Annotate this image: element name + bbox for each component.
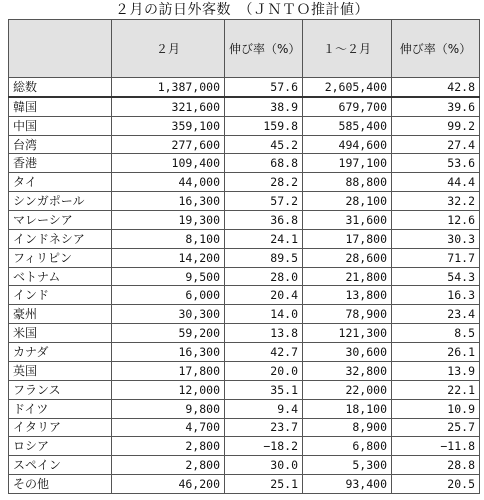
janfeb-growth-cell: 26.1: [392, 343, 480, 362]
feb-growth-cell: 14.0: [225, 305, 303, 324]
country-name-cell: フランス: [9, 380, 112, 399]
janfeb-visitors-cell: 17,800: [303, 229, 392, 248]
table-body: [9, 78, 480, 494]
janfeb-visitors-cell: 5,300: [303, 456, 392, 475]
country-name-cell: インド: [9, 286, 112, 305]
country-name-cell: 豪州: [9, 305, 112, 324]
janfeb-growth-cell: 42.8: [392, 78, 480, 97]
table-row: [9, 305, 480, 324]
table-title: ２月の訪日外客数 （ＪＮＴＯ推計値）: [115, 2, 369, 18]
table-row: [9, 135, 480, 154]
janfeb-growth-cell: 32.2: [392, 192, 480, 211]
country-name-cell: フィリピン: [9, 248, 112, 267]
country-name-cell: 韓国: [9, 97, 112, 116]
table-row: [9, 456, 480, 475]
table-row: [9, 437, 480, 456]
feb-visitors-cell: 2,800: [112, 456, 225, 475]
feb-growth-cell: 13.8: [225, 324, 303, 343]
janfeb-visitors-cell: 18,100: [303, 399, 392, 418]
feb-growth-cell: 57.2: [225, 192, 303, 211]
feb-growth-cell: 28.0: [225, 267, 303, 286]
janfeb-growth-cell: 13.9: [392, 361, 480, 380]
janfeb-visitors-cell: 197,100: [303, 154, 392, 173]
country-name-cell: 香港: [9, 154, 112, 173]
janfeb-growth-cell: 23.4: [392, 305, 480, 324]
feb-visitors-cell: 359,100: [112, 116, 225, 135]
janfeb-visitors-cell: 6,800: [303, 437, 392, 456]
feb-visitors-cell: 8,100: [112, 229, 225, 248]
country-name-cell: 総数: [9, 78, 112, 97]
header-cell-blank: [9, 20, 112, 78]
janfeb-growth-cell: 20.5: [392, 475, 480, 494]
janfeb-growth-cell: 54.3: [392, 267, 480, 286]
janfeb-growth-cell: 12.6: [392, 211, 480, 230]
feb-visitors-cell: 30,300: [112, 305, 225, 324]
janfeb-growth-cell: 16.3: [392, 286, 480, 305]
feb-visitors-cell: 12,000: [112, 380, 225, 399]
janfeb-visitors-cell: 32,800: [303, 361, 392, 380]
table-row: [9, 343, 480, 362]
janfeb-growth-cell: 8.5: [392, 324, 480, 343]
table-row: [9, 211, 480, 230]
feb-visitors-cell: 277,600: [112, 135, 225, 154]
janfeb-growth-cell: 27.4: [392, 135, 480, 154]
janfeb-growth-cell: 99.2: [392, 116, 480, 135]
table-row: [9, 267, 480, 286]
country-name-cell: スペイン: [9, 456, 112, 475]
feb-growth-cell: 25.1: [225, 475, 303, 494]
janfeb-growth-cell: 28.8: [392, 456, 480, 475]
table-row: [9, 361, 480, 380]
feb-growth-cell: 30.0: [225, 456, 303, 475]
country-name-cell: イタリア: [9, 418, 112, 437]
feb-growth-cell: 57.6: [225, 78, 303, 97]
header-cell-february: ２月: [112, 20, 225, 78]
feb-visitors-cell: 4,700: [112, 418, 225, 437]
janfeb-visitors-cell: 31,600: [303, 211, 392, 230]
feb-visitors-cell: 16,300: [112, 192, 225, 211]
header-cell-feb-growth: 伸び率（%）: [225, 20, 303, 78]
feb-growth-cell: 28.2: [225, 173, 303, 192]
feb-growth-cell: 42.7: [225, 343, 303, 362]
country-name-cell: マレーシア: [9, 211, 112, 230]
country-name-cell: 中国: [9, 116, 112, 135]
feb-visitors-cell: 2,800: [112, 437, 225, 456]
table-row: [9, 380, 480, 399]
janfeb-visitors-cell: 78,900: [303, 305, 392, 324]
feb-visitors-cell: 9,500: [112, 267, 225, 286]
feb-visitors-cell: 321,600: [112, 97, 225, 116]
janfeb-visitors-cell: 88,800: [303, 173, 392, 192]
table-row: [9, 229, 480, 248]
feb-visitors-cell: 19,300: [112, 211, 225, 230]
country-name-cell: ロシア: [9, 437, 112, 456]
feb-growth-cell: 36.8: [225, 211, 303, 230]
country-name-cell: ベトナム: [9, 267, 112, 286]
janfeb-visitors-cell: 2,605,400: [303, 78, 392, 97]
header-cell-jan-feb: １～２月: [303, 20, 392, 78]
feb-growth-cell: −18.2: [225, 437, 303, 456]
janfeb-growth-cell: 53.6: [392, 154, 480, 173]
feb-visitors-cell: 17,800: [112, 361, 225, 380]
janfeb-visitors-cell: 28,100: [303, 192, 392, 211]
feb-growth-cell: 45.2: [225, 135, 303, 154]
feb-visitors-cell: 9,800: [112, 399, 225, 418]
janfeb-visitors-cell: 30,600: [303, 343, 392, 362]
table-row: [9, 475, 480, 494]
janfeb-growth-cell: 10.9: [392, 399, 480, 418]
janfeb-visitors-cell: 21,800: [303, 267, 392, 286]
feb-visitors-cell: 16,300: [112, 343, 225, 362]
janfeb-visitors-cell: 8,900: [303, 418, 392, 437]
feb-growth-cell: 24.1: [225, 229, 303, 248]
feb-growth-cell: 38.9: [225, 97, 303, 116]
country-name-cell: 米国: [9, 324, 112, 343]
feb-visitors-cell: 109,400: [112, 154, 225, 173]
feb-visitors-cell: 14,200: [112, 248, 225, 267]
table-row: [9, 399, 480, 418]
janfeb-visitors-cell: 494,600: [303, 135, 392, 154]
janfeb-growth-cell: −11.8: [392, 437, 480, 456]
janfeb-growth-cell: 44.4: [392, 173, 480, 192]
feb-growth-cell: 89.5: [225, 248, 303, 267]
table-row: [9, 418, 480, 437]
janfeb-growth-cell: 25.7: [392, 418, 480, 437]
feb-visitors-cell: 44,000: [112, 173, 225, 192]
header-cell-jan-feb-growth: 伸び率（%）: [392, 20, 480, 78]
table-row: [9, 192, 480, 211]
table-row: [9, 248, 480, 267]
janfeb-visitors-cell: 22,000: [303, 380, 392, 399]
feb-visitors-cell: 59,200: [112, 324, 225, 343]
country-name-cell: カナダ: [9, 343, 112, 362]
country-name-cell: シンガポール: [9, 192, 112, 211]
feb-growth-cell: 159.8: [225, 116, 303, 135]
janfeb-visitors-cell: 93,400: [303, 475, 392, 494]
feb-visitors-cell: 46,200: [112, 475, 225, 494]
header-row: [9, 20, 480, 78]
janfeb-visitors-cell: 585,400: [303, 116, 392, 135]
feb-growth-cell: 68.8: [225, 154, 303, 173]
country-name-cell: 台湾: [9, 135, 112, 154]
feb-growth-cell: 20.4: [225, 286, 303, 305]
janfeb-growth-cell: 30.3: [392, 229, 480, 248]
table-row: [9, 116, 480, 135]
feb-growth-cell: 9.4: [225, 399, 303, 418]
country-name-cell: ドイツ: [9, 399, 112, 418]
country-name-cell: インドネシア: [9, 229, 112, 248]
feb-visitors-cell: 6,000: [112, 286, 225, 305]
table-row: [9, 97, 480, 116]
total-row: [9, 78, 480, 97]
country-name-cell: タイ: [9, 173, 112, 192]
country-name-cell: 英国: [9, 361, 112, 380]
janfeb-growth-cell: 39.6: [392, 97, 480, 116]
janfeb-growth-cell: 22.1: [392, 380, 480, 399]
country-name-cell: その他: [9, 475, 112, 494]
feb-growth-cell: 23.7: [225, 418, 303, 437]
feb-growth-cell: 35.1: [225, 380, 303, 399]
visitors-table: [8, 19, 480, 494]
table-row: [9, 154, 480, 173]
janfeb-growth-cell: 71.7: [392, 248, 480, 267]
feb-visitors-cell: 1,387,000: [112, 78, 225, 97]
table-row: [9, 286, 480, 305]
janfeb-visitors-cell: 13,800: [303, 286, 392, 305]
janfeb-visitors-cell: 28,600: [303, 248, 392, 267]
janfeb-visitors-cell: 121,300: [303, 324, 392, 343]
feb-growth-cell: 20.0: [225, 361, 303, 380]
table-row: [9, 324, 480, 343]
janfeb-visitors-cell: 679,700: [303, 97, 392, 116]
table-row: [9, 173, 480, 192]
